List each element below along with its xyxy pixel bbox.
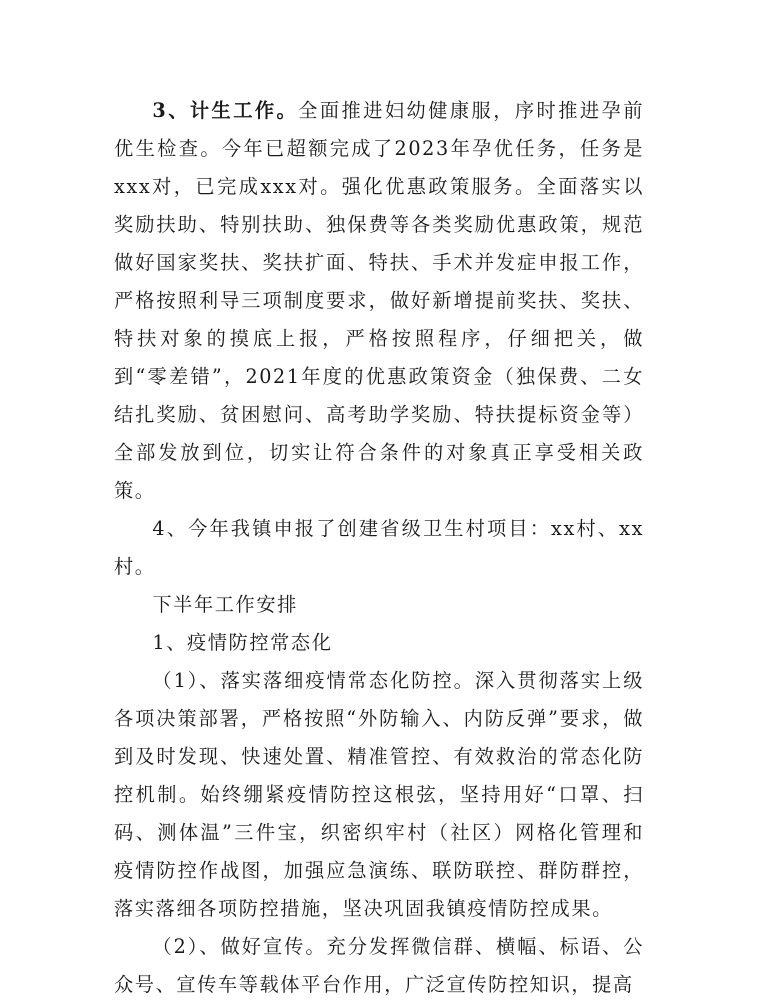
item-epidemic-normalization: 1、疫情防控常态化	[152, 631, 333, 654]
paragraph-health-village: 4、今年我镇申报了创建省级卫生村项目：xx村、xx村。	[114, 517, 644, 578]
heading-second-half-plan: 下半年工作安排	[152, 593, 298, 616]
document-page	[114, 92, 644, 1004]
paragraph-publicity: （2）、做好宣传。充分发挥微信群、横幅、标语、公众号、宣传车等载体平台作用，广泛宣传防控知识，提高	[114, 935, 644, 996]
paragraph-epidemic-control: （1）、落实落细疫情常态化防控。深入贯彻落实上级各项决策部署，严格按照“外防输入、内防反弹”要求，做到及时发现、快速处置、精准管控、有效救治的常态化防控机制。始终绷紧疫情防控这根弦，坚持用好“口罩、扫码、测体温”三件宝，织密织牢村（社区）网格化管理和疫情防控作战图，加强应急演练、联防联控、群防群控，落实落细各项防控措施，坚决巩固我镇疫情防控成果。	[114, 669, 644, 920]
paragraph-family-planning	[114, 92, 644, 510]
paragraph-lead: 3、计生工作。	[152, 99, 299, 122]
paragraph-body: 全面推进妇幼健康服，序时推进孕前优生检查。今年已超额完成了2023年孕优任务，任务是xxx对，已完成xxx对。强化优惠政策服务。全面落实以奖励扶助、特别扶助、独保费等各类奖励优惠政策，规范做好国家奖扶、奖扶扩面、特扶、手术并发症申报工作，严格按照利导三项制度要求，做好新增提前奖扶、奖扶、特扶对象的摸底上报，严格按照程序，仔细把关，做到“零差错”，2021年度的优惠政策资金（独保费、二女结扎奖励、贫困慰问、高考助学奖励、特扶提标资金等）全部发放到位，切实让符合条件的对象真正享受相关政策。	[114, 99, 644, 502]
